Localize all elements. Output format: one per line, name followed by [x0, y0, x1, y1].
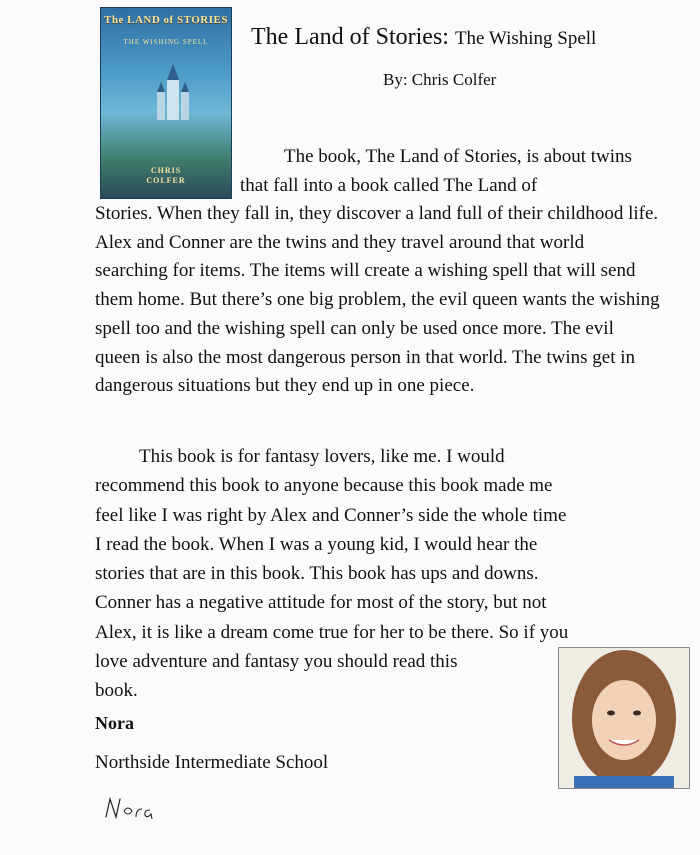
book-cover-image [101, 8, 231, 198]
student-photo-illustration [559, 648, 689, 788]
paragraph-2-line: Alex, it is like a dream come true for her to be there. So if you [95, 621, 569, 643]
handwritten-signature [100, 793, 170, 823]
paragraph-2-line: book. [95, 680, 138, 702]
paragraph-2-line: love adventure and fantasy you should read this [95, 651, 458, 673]
paragraph-1-intro: The book, The Land of Stories, is about twins that fall into a book called The Land of [240, 146, 632, 196]
cover-author-last: COLFER [146, 176, 186, 185]
school-name: Northside Intermediate School [95, 752, 329, 773]
cover-author [101, 166, 231, 186]
cover-title: The LAND of STORIES [104, 14, 228, 26]
author-name: Nora [95, 713, 134, 733]
title-main: The Land of Stories: [251, 24, 449, 50]
page-title [251, 24, 596, 51]
paragraph-1-body: Stories. When they fall in, they discover a land full of their childhood life. Alex and Conner are the twins and they travel around that world searching for items. The items will create a wishing spell that will send them home. But there’s one big problem, the evil queen wants the wishing spell too and the wishing spell can only be used once more. The evil queen is also the most dangerous person in that world. The twins get in dangerous situations but they end up in one piece. [95, 203, 660, 397]
title-sub: The Wishing Spell [454, 28, 597, 49]
paragraph-2-line: I read the book. When I was a young kid, I would hear the [95, 533, 538, 555]
cover-subtitle: THE WISHING SPELL [123, 38, 209, 46]
paragraph-2-line: Conner has a negative attitude for most of the story, but not [95, 592, 547, 614]
paragraph-2 [95, 442, 569, 706]
author-byline: By: Chris Colfer [383, 70, 497, 89]
paragraph-2-line: recommend this book to anyone because this book made me [95, 475, 553, 497]
cover-author-first: CHRIS [150, 166, 182, 175]
student-photo [559, 648, 689, 788]
paragraph-2-line: feel like I was right by Alex and Conner’s side the whole time [95, 504, 567, 526]
paragraph-2-line: This book is for fantasy lovers, like me. I would [139, 446, 505, 467]
castle-illustration [153, 60, 193, 120]
paragraph-2-line: stories that are in this book. This book has ups and downs. [95, 563, 539, 585]
